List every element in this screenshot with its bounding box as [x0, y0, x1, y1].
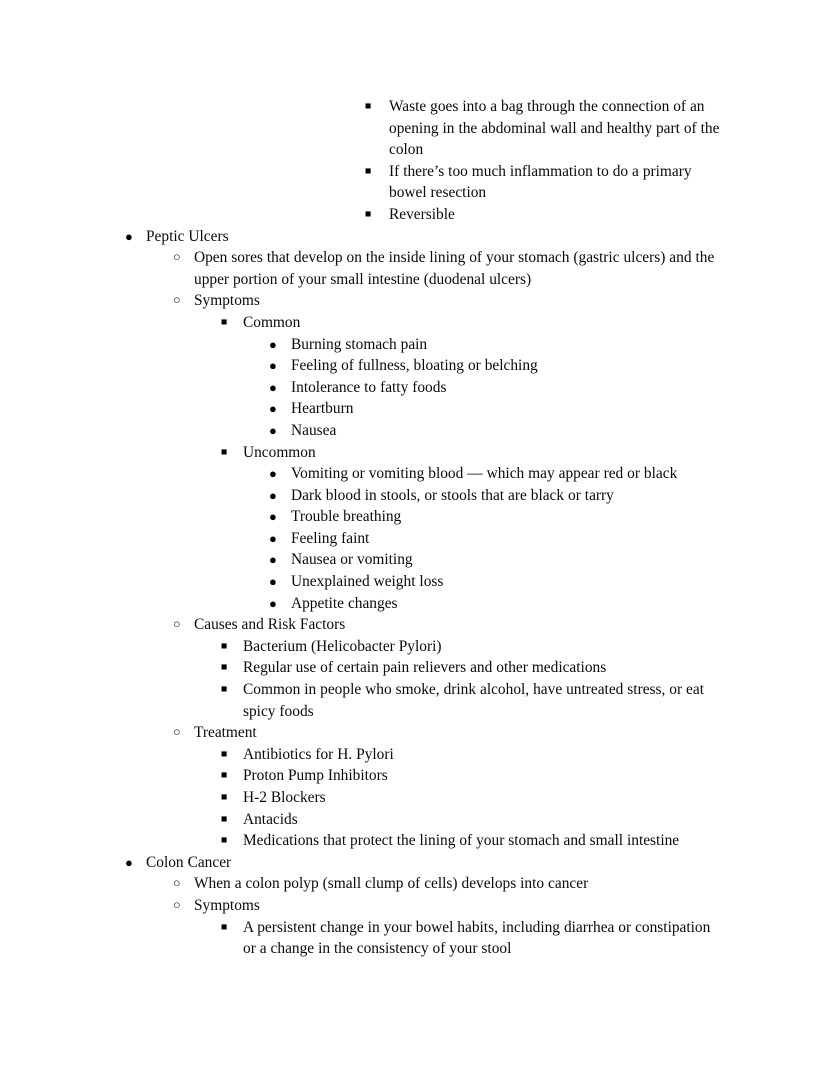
circle-bullet-icon: ○	[173, 897, 181, 912]
outline-item	[0, 679, 828, 722]
outline-item-text: Unexplained weight loss	[291, 573, 444, 591]
outline-item	[0, 593, 828, 615]
disc-bullet-icon: ●	[269, 466, 277, 482]
outline-item	[0, 657, 828, 679]
outline-item-text: Common in people who smoke, drink alcohol, have untreated stress, or eat spicy foods	[243, 681, 705, 720]
circle-bullet-icon: ○	[173, 876, 181, 891]
circle-bullet-icon: ○	[173, 725, 181, 740]
outline-item-text: Peptic Ulcers	[146, 227, 229, 245]
outline-item-text: Intolerance to fatty foods	[291, 378, 447, 396]
outline-item-text: Vomiting or vomiting blood — which may appear red or black	[291, 465, 678, 483]
circle-bullet-icon: ○	[173, 617, 181, 632]
outline-item	[0, 442, 828, 464]
outline-item-text: Common	[243, 313, 301, 331]
outline-item-text: Bacterium (Helicobacter Pylori)	[243, 637, 442, 655]
outline-item-text: Feeling of fullness, bloating or belching	[291, 357, 538, 375]
square-bullet-icon: ■	[221, 792, 228, 803]
square-bullet-icon: ■	[221, 684, 228, 696]
outline-item	[0, 463, 828, 485]
outline-item	[0, 636, 828, 658]
square-bullet-icon: ■	[365, 101, 372, 112]
outline-item-text: If there’s too much inflammation to do a primary bowel resection	[389, 162, 692, 202]
outline-item-text: Medications that protect the lining of your stomach and small intestine	[243, 832, 680, 850]
square-bullet-icon: ■	[221, 748, 228, 760]
outline-item-text: Appetite changes	[291, 594, 398, 612]
disc-bullet-icon: ●	[269, 509, 277, 525]
outline-item-text: Reversible	[389, 205, 455, 223]
outline-item	[0, 917, 828, 960]
outline-list	[0, 96, 828, 960]
outline-item	[0, 873, 828, 895]
disc-bullet-icon: ●	[269, 358, 277, 374]
square-bullet-icon: ■	[221, 835, 228, 847]
outline-item	[0, 722, 828, 744]
outline-item	[0, 571, 828, 593]
outline-item	[0, 895, 828, 917]
disc-bullet-icon: ●	[269, 530, 277, 546]
disc-bullet-icon: ●	[269, 401, 277, 417]
square-bullet-icon: ■	[221, 446, 228, 458]
outline-item	[0, 809, 828, 831]
square-bullet-icon: ■	[221, 640, 228, 652]
outline-item	[0, 247, 828, 290]
outline-item-text: Heartburn	[291, 400, 354, 418]
square-bullet-icon: ■	[221, 921, 228, 933]
disc-bullet-icon: ●	[269, 379, 277, 395]
disc-bullet-icon: ●	[125, 854, 133, 870]
outline-item-text: A persistent change in your bowel habits, including diarrhea or constipation or a change in the consistency of your stool	[243, 918, 711, 958]
outline-item-text: Nausea	[291, 421, 337, 439]
outline-item-text: Waste goes into a bag through the connection of an opening in the abdominal wall and healthy part of the colon	[389, 98, 720, 159]
outline-item	[0, 744, 828, 766]
outline-item-text: Causes and Risk Factors	[194, 616, 346, 634]
outline-item-text: Symptoms	[194, 292, 260, 310]
outline-item-text: When a colon polyp (small clump of cells) develops into cancer	[194, 875, 589, 893]
outline-item-text: Dark blood in stools, or stools that are black or tarry	[291, 486, 614, 504]
outline-item	[0, 528, 828, 550]
outline-item	[0, 420, 828, 442]
outline-item-text: Uncommon	[243, 443, 316, 461]
circle-bullet-icon: ○	[173, 250, 181, 265]
square-bullet-icon: ■	[221, 316, 228, 328]
outline-item-text: Trouble breathing	[291, 508, 402, 526]
outline-item-text: Colon Cancer	[146, 853, 232, 871]
outline-item	[0, 765, 828, 787]
square-bullet-icon: ■	[221, 813, 228, 825]
square-bullet-icon: ■	[221, 770, 228, 782]
disc-bullet-icon: ●	[125, 228, 133, 244]
disc-bullet-icon: ●	[269, 336, 277, 352]
outline-item	[0, 377, 828, 399]
outline-item	[0, 830, 828, 852]
square-bullet-icon: ■	[365, 208, 372, 220]
outline-item-text: Symptoms	[194, 896, 260, 914]
outline-item	[0, 204, 828, 226]
outline-item-text: Treatment	[194, 724, 257, 742]
outline-item-text: Feeling faint	[291, 529, 370, 547]
circle-bullet-icon: ○	[173, 293, 181, 308]
outline-item	[0, 787, 828, 809]
outline-item-text: Nausea or vomiting	[291, 551, 413, 569]
outline-item	[0, 614, 828, 636]
outline-item	[0, 334, 828, 356]
outline-item	[0, 290, 828, 312]
square-bullet-icon: ■	[365, 165, 372, 177]
disc-bullet-icon: ●	[269, 574, 277, 590]
outline-item-text: Burning stomach pain	[291, 335, 428, 353]
disc-bullet-icon: ●	[269, 595, 277, 611]
outline-item	[0, 398, 828, 420]
disc-bullet-icon: ●	[269, 422, 277, 438]
outline-item-text: H-2 Blockers	[243, 789, 326, 806]
outline-item-text: Proton Pump Inhibitors	[243, 767, 388, 785]
disc-bullet-icon: ●	[269, 487, 277, 503]
outline-item	[0, 226, 828, 248]
outline-item	[0, 161, 828, 204]
square-bullet-icon: ■	[221, 662, 228, 674]
outline-item-text: Antibiotics for H. Pylori	[243, 745, 394, 763]
outline-item-text: Open sores that develop on the inside lining of your stomach (gastric ulcers) and the upper portion of your small intestine (duodenal ulcers)	[194, 249, 715, 288]
outline-item-text: Regular use of certain pain relievers and other medications	[243, 659, 607, 677]
outline-item	[0, 852, 828, 874]
outline-item	[0, 549, 828, 571]
outline-item	[0, 506, 828, 528]
disc-bullet-icon: ●	[269, 552, 277, 568]
outline-item	[0, 485, 828, 507]
outline-item	[0, 96, 828, 161]
outline-item	[0, 312, 828, 334]
outline-item	[0, 355, 828, 377]
outline-item-text: Antacids	[243, 810, 298, 828]
